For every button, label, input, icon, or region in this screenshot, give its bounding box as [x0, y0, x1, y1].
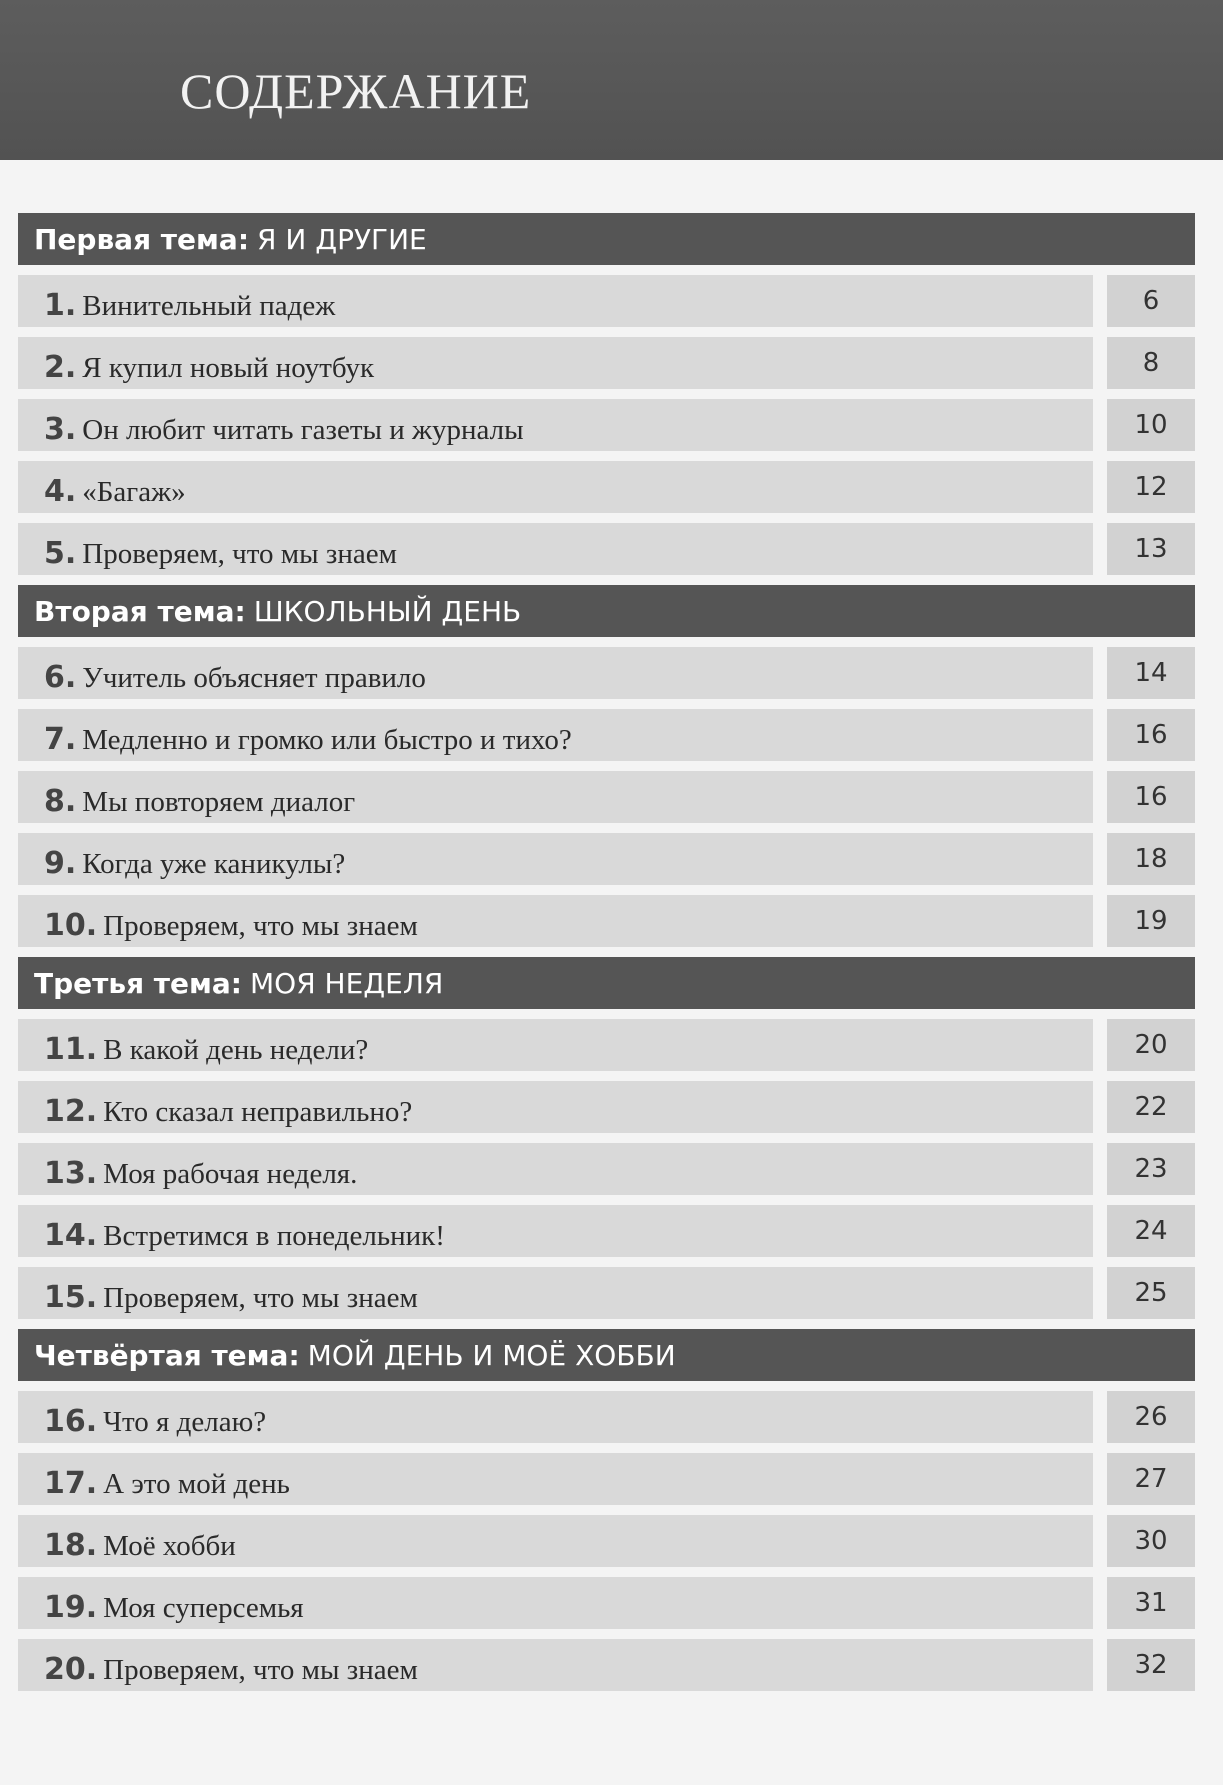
- toc-entry[interactable]: [18, 771, 1195, 823]
- entry-page: 20: [1107, 1019, 1195, 1071]
- toc-entry[interactable]: [18, 1205, 1195, 1257]
- entry-page: 10: [1107, 399, 1195, 451]
- entry-number: 13.: [44, 1156, 98, 1191]
- entry-title: Моя суперсемья: [103, 1592, 304, 1624]
- entry-title: А это мой день: [103, 1468, 290, 1500]
- section-name: ШКОЛЬНЫЙ ДЕНЬ: [253, 594, 522, 628]
- entry-number: 6.: [44, 660, 77, 695]
- entry-page: 12: [1107, 461, 1195, 513]
- page-header: [0, 0, 1223, 160]
- section-separator: :: [288, 1338, 300, 1372]
- section-separator: :: [230, 966, 242, 1000]
- section-prefix: Третья тема: [34, 966, 231, 1000]
- entry-page: 27: [1107, 1453, 1195, 1505]
- toc-entry[interactable]: [18, 523, 1195, 575]
- entry-number: 12.: [44, 1094, 98, 1129]
- entry-title: Когда уже каникулы?: [82, 848, 346, 880]
- entry-number: 19.: [44, 1590, 98, 1625]
- toc-entry[interactable]: [18, 1391, 1195, 1443]
- page-title: СОДЕРЖАНИЕ: [180, 63, 532, 119]
- entry-title: Что я делаю?: [103, 1406, 267, 1438]
- entry-page: 19: [1107, 895, 1195, 947]
- entry-number: 9.: [44, 846, 77, 881]
- entry-page: 26: [1107, 1391, 1195, 1443]
- toc-entry[interactable]: [18, 1143, 1195, 1195]
- section-header: [18, 1329, 1195, 1381]
- section-header: [18, 213, 1195, 265]
- entry-page: 16: [1107, 771, 1195, 823]
- entry-title: Мы повторяем диалог: [82, 786, 356, 818]
- section-header: [18, 957, 1195, 1009]
- toc-entry[interactable]: [18, 1019, 1195, 1071]
- entry-page: 8: [1107, 337, 1195, 389]
- entry-page: 31: [1107, 1577, 1195, 1629]
- entry-number: 17.: [44, 1466, 98, 1501]
- toc-entry[interactable]: [18, 461, 1195, 513]
- entry-title: Проверяем, что мы знаем: [82, 538, 397, 570]
- entry-title: Медленно и громко или быстро и тихо?: [82, 724, 572, 756]
- toc-entry[interactable]: [18, 1515, 1195, 1567]
- entry-page: 18: [1107, 833, 1195, 885]
- entry-page: 14: [1107, 647, 1195, 699]
- entry-page: 30: [1107, 1515, 1195, 1567]
- entry-number: 3.: [44, 412, 77, 447]
- entry-number: 20.: [44, 1652, 98, 1687]
- entry-number: 18.: [44, 1528, 98, 1563]
- toc-entry[interactable]: [18, 833, 1195, 885]
- entry-title: «Багаж»: [82, 476, 186, 508]
- entry-page: 23: [1107, 1143, 1195, 1195]
- table-of-contents: [18, 213, 1195, 1701]
- entry-title: Моя рабочая неделя.: [103, 1158, 358, 1190]
- entry-number: 16.: [44, 1404, 98, 1439]
- entry-page: 6: [1107, 275, 1195, 327]
- section-name: Я И ДРУГИЕ: [257, 222, 427, 256]
- entry-number: 7.: [44, 722, 77, 757]
- section-prefix: Четвёртая тема: [34, 1338, 289, 1372]
- entry-title: В какой день недели?: [103, 1034, 369, 1066]
- entry-title: Проверяем, что мы знаем: [103, 910, 418, 942]
- toc-entry[interactable]: [18, 275, 1195, 327]
- entry-title: Винительный падеж: [82, 290, 336, 322]
- toc-entry[interactable]: [18, 1577, 1195, 1629]
- entry-page: 13: [1107, 523, 1195, 575]
- entry-title: Встретимся в понедельник!: [103, 1220, 445, 1252]
- entry-page: 22: [1107, 1081, 1195, 1133]
- section-header: [18, 585, 1195, 637]
- entry-title: Моё хобби: [103, 1530, 236, 1562]
- section-name: МОЯ НЕДЕЛЯ: [250, 966, 444, 1000]
- section-prefix: Вторая тема: [34, 594, 235, 628]
- toc-entry[interactable]: [18, 1639, 1195, 1691]
- section-prefix: Первая тема: [34, 222, 238, 256]
- toc-entry[interactable]: [18, 709, 1195, 761]
- toc-entry[interactable]: [18, 1081, 1195, 1133]
- entry-number: 8.: [44, 784, 77, 819]
- entry-page: 25: [1107, 1267, 1195, 1319]
- entry-title: Проверяем, что мы знаем: [103, 1654, 418, 1686]
- entry-title: Он любит читать газеты и журналы: [82, 414, 524, 446]
- entry-number: 5.: [44, 536, 77, 571]
- entry-number: 4.: [44, 474, 77, 509]
- entry-number: 11.: [44, 1032, 98, 1067]
- entry-number: 1.: [44, 288, 77, 323]
- entry-title: Кто сказал неправильно?: [103, 1096, 413, 1128]
- entry-page: 16: [1107, 709, 1195, 761]
- entry-number: 10.: [44, 908, 98, 943]
- toc-entry[interactable]: [18, 895, 1195, 947]
- toc-entry[interactable]: [18, 399, 1195, 451]
- toc-entry[interactable]: [18, 337, 1195, 389]
- section-name: МОЙ ДЕНЬ И МОЁ ХОББИ: [307, 1338, 676, 1372]
- toc-entry[interactable]: [18, 1453, 1195, 1505]
- entry-page: 32: [1107, 1639, 1195, 1691]
- entry-page: 24: [1107, 1205, 1195, 1257]
- section-separator: :: [237, 222, 250, 256]
- entry-number: 2.: [44, 350, 77, 385]
- entry-number: 15.: [44, 1280, 98, 1315]
- toc-entry[interactable]: [18, 647, 1195, 699]
- toc-entry[interactable]: [18, 1267, 1195, 1319]
- section-separator: :: [234, 594, 246, 628]
- entry-title: Я купил новый ноутбук: [82, 352, 375, 384]
- entry-title: Проверяем, что мы знаем: [103, 1282, 418, 1314]
- entry-number: 14.: [44, 1218, 98, 1253]
- entry-title: Учитель объясняет правило: [82, 662, 426, 694]
